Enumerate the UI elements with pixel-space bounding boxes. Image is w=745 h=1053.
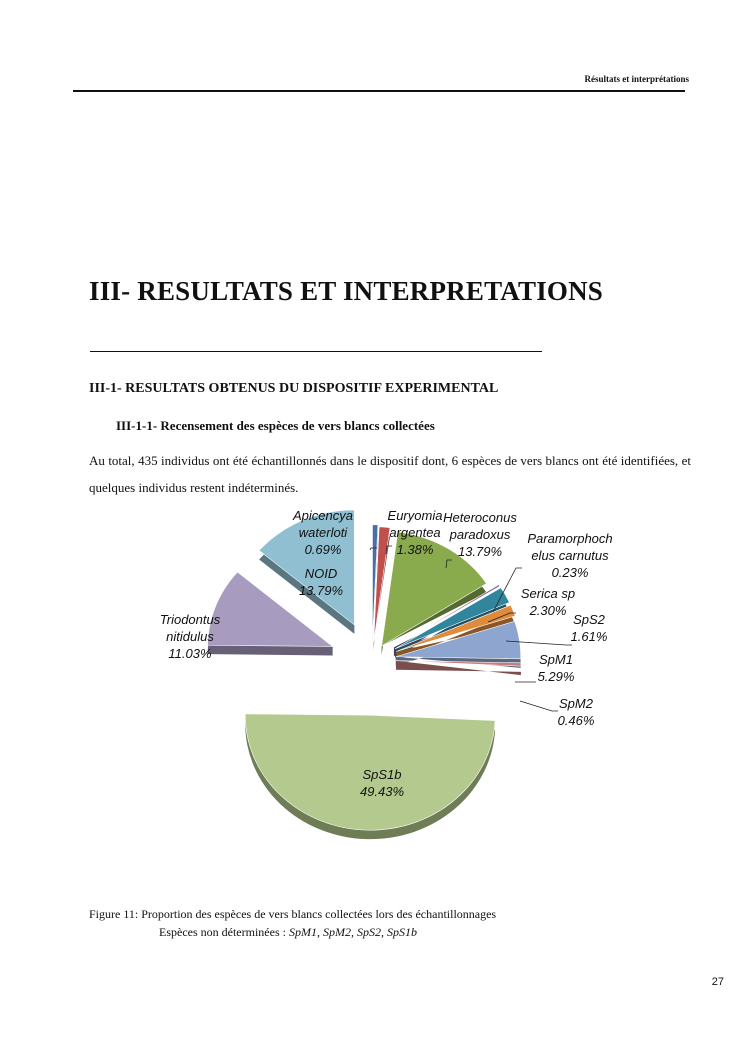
caption-species: SpM1, SpM2, SpS2, SpS1b (288, 925, 417, 939)
caption-line-2 (89, 925, 417, 939)
pie-label: SpM2 0.46% (557, 696, 595, 728)
pie-label: SpS2 1.61% (570, 612, 608, 644)
caption-prefix: Espèces non déterminées : (159, 925, 289, 939)
figure-caption (89, 905, 496, 941)
callout-line (520, 701, 558, 711)
pie-label: Paramorphoch elus carnutus 0.23% (527, 531, 613, 580)
section-heading: III-1- RESULTATS OBTENUS DU DISPOSITIF EXPERIMENTAL (89, 381, 499, 396)
pie-label: Euryomia argentea 1.38% (387, 508, 443, 557)
pie-label: Apicencya waterloti 0.69% (293, 508, 353, 557)
running-header: Résultats et interprétations (584, 74, 689, 84)
subsection-heading: III-1-1- Recensement des espèces de vers blancs collectées (116, 418, 435, 433)
pie-label: NOID 13.79% (298, 566, 344, 598)
pie-label: SpS1b 49.43% (359, 767, 405, 799)
pie-label: SpM1 5.29% (537, 652, 575, 684)
pie-label: Serica sp 2.30% (520, 586, 576, 618)
body-paragraph: Au total, 435 individus ont été échantillonnés dans le dispositif dont, 6 espèces de vers blancs ont été identifiées, et quelques individus restent indéterminés. (89, 453, 691, 495)
caption-line-1: Figure 11: Proportion des espèces de vers blancs collectées lors des échantillonnages (89, 907, 497, 921)
chapter-title: III- RESULTATS ET INTERPRETATIONS (89, 276, 604, 306)
pie-label: Heteroconus paradoxus 13.79% (443, 510, 517, 559)
pie-label: Triodontus nitidulus 11.03% (159, 612, 221, 661)
page-number: 27 (711, 976, 724, 988)
